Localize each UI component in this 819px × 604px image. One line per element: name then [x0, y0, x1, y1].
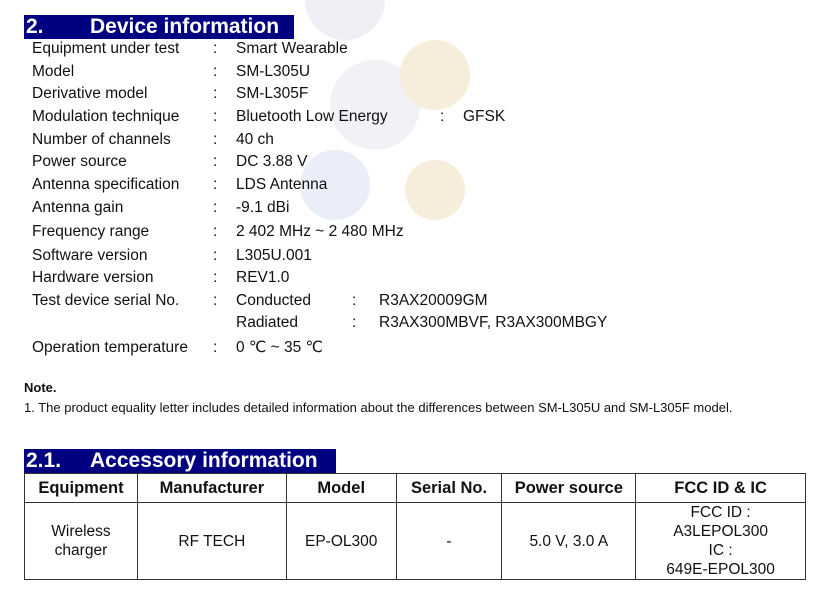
row-label: Hardware version	[32, 269, 154, 286]
row-label: Derivative model	[32, 85, 148, 102]
section-2-heading	[24, 15, 294, 39]
row-value: 40 ch	[236, 131, 274, 148]
row-colon: :	[213, 153, 218, 170]
row-colon: :	[213, 176, 218, 193]
cell-power-source: 5.0 V, 3.0 A	[502, 503, 636, 580]
row-colon: :	[213, 85, 218, 102]
row-colon: :	[213, 40, 218, 57]
table-row	[25, 503, 806, 580]
cell-line: Wireless	[51, 523, 111, 540]
section-2-1-heading	[24, 449, 336, 473]
accessory-table	[24, 473, 806, 580]
row-label: Test device serial No.	[32, 292, 180, 309]
row-label: Operation temperature	[32, 339, 188, 356]
row-label: Power source	[32, 153, 127, 170]
row-value: DC 3.88 V	[236, 153, 308, 170]
row-value: Radiated	[236, 314, 299, 331]
row-label: Software version	[32, 247, 148, 264]
cell-serial: -	[396, 503, 502, 580]
row-colon: :	[213, 339, 218, 356]
column-header: FCC ID & IC	[636, 474, 806, 503]
column-header: Manufacturer	[137, 474, 286, 503]
row-value: 2 402 MHz ~ 2 480 MHz	[236, 223, 404, 240]
row-sub-value: R3AX300MBVF, R3AX300MBGY	[379, 314, 608, 331]
cell-manufacturer: RF TECH	[137, 503, 286, 580]
column-header: Serial No.	[396, 474, 502, 503]
section-title: Device information	[90, 15, 280, 38]
row-colon: :	[213, 199, 218, 216]
row-label: Antenna specification	[32, 176, 180, 193]
cell-fcc-ic	[636, 503, 806, 580]
cell-line: FCC ID :	[690, 504, 751, 521]
column-header: Equipment	[25, 474, 138, 503]
row-value: Smart Wearable	[236, 40, 348, 57]
row-label: Modulation technique	[32, 108, 180, 125]
cell-line: charger	[54, 542, 108, 559]
row-colon: :	[213, 63, 218, 80]
row-colon: :	[213, 108, 218, 125]
row-colon: :	[213, 247, 218, 264]
cell-model: EP-OL300	[286, 503, 396, 580]
row-colon: :	[213, 131, 218, 148]
section-number: 2.1.	[26, 449, 62, 472]
cell-line: A3LEPOL300	[673, 523, 768, 540]
row-label: Equipment under test	[32, 40, 180, 57]
row-value: Bluetooth Low Energy	[236, 108, 388, 125]
section-number: 2.	[26, 15, 44, 38]
row-sub-value: GFSK	[463, 108, 506, 125]
row-value: 0 ℃ ~ 35 ℃	[236, 339, 323, 356]
row-value: REV1.0	[236, 269, 290, 286]
row-value: SM-L305U	[236, 63, 311, 80]
row-colon: :	[213, 269, 218, 286]
cell-line: 649E-EPOL300	[666, 561, 775, 578]
row-label: Number of channels	[32, 131, 171, 148]
row-sub-value: R3AX20009GM	[379, 292, 488, 309]
row-sub-colon: :	[352, 314, 357, 331]
row-label: Model	[32, 63, 75, 80]
row-value: L305U.001	[236, 247, 312, 264]
note-title: Note.	[24, 380, 57, 395]
row-colon: :	[213, 223, 218, 240]
row-sub-colon: :	[352, 292, 357, 309]
row-colon: :	[213, 292, 218, 309]
section-title: Accessory information	[90, 449, 318, 472]
row-value: -9.1 dBi	[236, 199, 290, 216]
note-text: 1. The product equality letter includes detailed information about the differences between SM-L305U and SM-L305F model.	[24, 400, 733, 415]
table-header-row	[25, 474, 806, 503]
cell-line: IC :	[708, 542, 733, 559]
row-value: SM-L305F	[236, 85, 309, 102]
row-value: LDS Antenna	[236, 176, 328, 193]
column-header: Power source	[502, 474, 636, 503]
column-header: Model	[286, 474, 396, 503]
row-label: Frequency range	[32, 223, 150, 240]
row-value: Conducted	[236, 292, 311, 309]
cell-equipment	[25, 503, 138, 580]
row-sub-colon: :	[440, 108, 445, 125]
row-label: Antenna gain	[32, 199, 124, 216]
